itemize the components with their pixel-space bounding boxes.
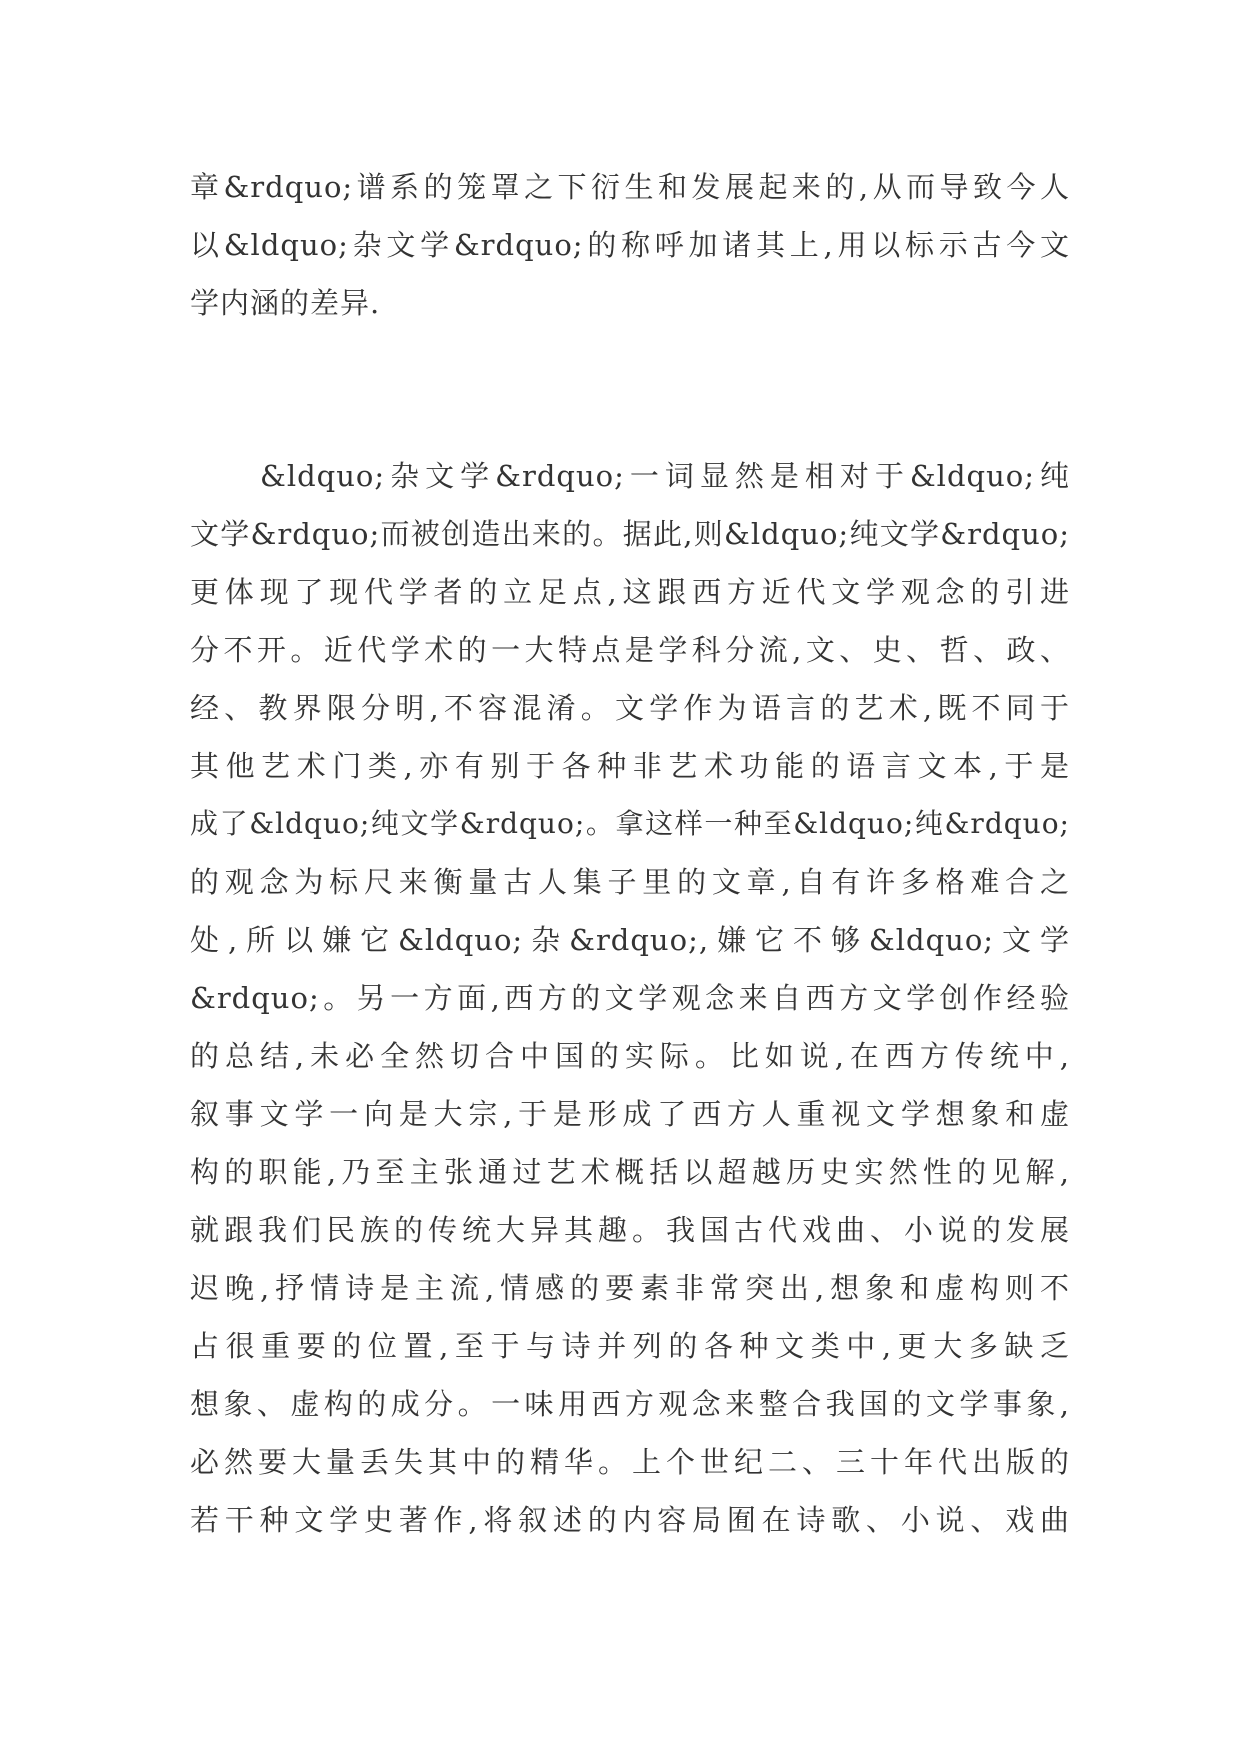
text-line: 更体现了现代学者的立足点,这跟西方近代文学观念的引进	[190, 575, 1070, 609]
text-line: 叙事文学一向是大宗,于是形成了西方人重视文学想象和虚	[190, 1097, 1070, 1131]
text-line: 分不开。近代学术的一大特点是学科分流,文、史、哲、政、	[190, 633, 1070, 667]
text-line: 以&ldquo;杂文学&rdquo;的称呼加诸其上,用以标示古今文	[190, 228, 1070, 262]
text-line: 迟晚,抒情诗是主流,情感的要素非常突出,想象和虚构则不	[190, 1271, 1070, 1305]
paragraph-2	[190, 447, 1070, 1549]
text-line: 就跟我们民族的传统大异其趣。我国古代戏曲、小说的发展	[190, 1213, 1070, 1247]
text-line: 处,所以嫌它&ldquo;杂&rdquo;,嫌它不够&ldquo;文学	[190, 923, 1070, 957]
text-line: &ldquo;杂文学&rdquo;一词显然是相对于&ldquo;纯	[190, 459, 1070, 493]
text-line: 章&rdquo;谱系的笼罩之下衍生和发展起来的,从而导致今人	[190, 170, 1070, 204]
text-line: 若干种文学史著作,将叙述的内容局囿在诗歌、小说、戏曲	[190, 1503, 1070, 1537]
text-line: 占很重要的位置,至于与诗并列的各种文类中,更大多缺乏	[190, 1329, 1070, 1363]
text-line: 文学&rdquo;而被创造出来的。据此,则&ldquo;纯文学&rdquo;	[190, 517, 1070, 551]
text-line: 的总结,未必全然切合中国的实际。比如说,在西方传统中,	[190, 1039, 1070, 1073]
text-line: 学内涵的差异.	[190, 286, 381, 320]
text-line: 的观念为标尺来衡量古人集子里的文章,自有许多格难合之	[190, 865, 1070, 899]
text-line: 其他艺术门类,亦有别于各种非艺术功能的语言文本,于是	[190, 749, 1070, 783]
text-line: 构的职能,乃至主张通过艺术概括以超越历史实然性的见解,	[190, 1155, 1070, 1189]
text-line: 成了&ldquo;纯文学&rdquo;。拿这样一种至&ldquo;纯&rdquo;	[190, 807, 1070, 840]
text-line: 经、教界限分明,不容混淆。文学作为语言的艺术,既不同于	[190, 691, 1070, 725]
text-line: 想象、虚构的成分。一味用西方观念来整合我国的文学事象,	[190, 1387, 1070, 1421]
text-line: &rdquo;。另一方面,西方的文学观念来自西方文学创作经验	[190, 981, 1070, 1015]
paragraph-1	[190, 158, 1070, 332]
text-line: 必然要大量丢失其中的精华。上个世纪二、三十年代出版的	[190, 1445, 1070, 1479]
